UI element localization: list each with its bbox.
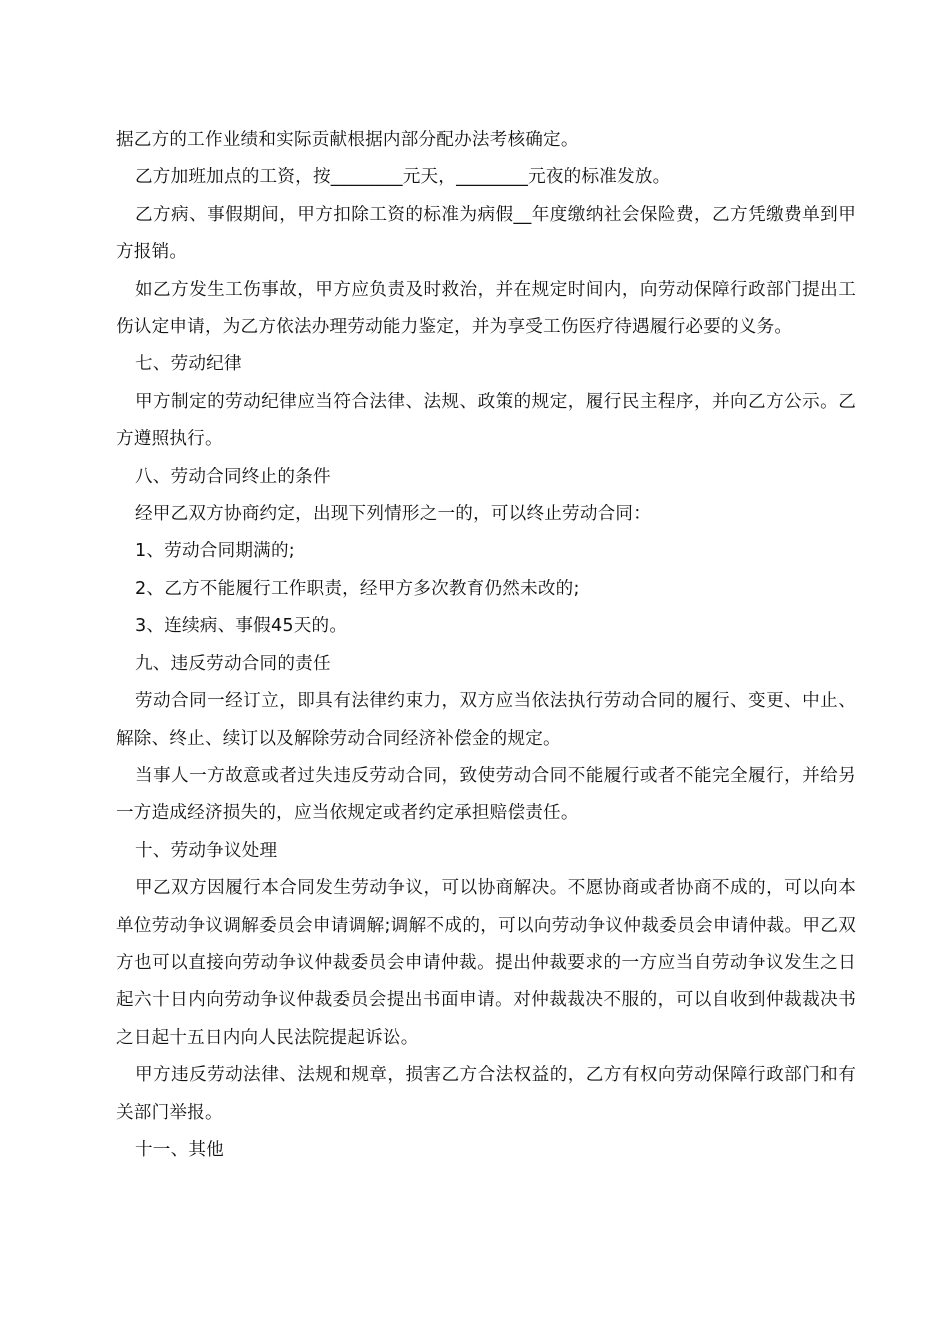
paragraph-compensation: 当事人一方故意或者过失违反劳动合同，致使劳动合同不能履行或者不能完全履行，并给另一方造成经济损失的，应当依规定或者约定承担赔偿责任。: [116, 765, 856, 824]
paragraph-legal-binding: 劳动合同一经订立，即具有法律约束力，双方应当依法执行劳动合同的履行、变更、中止、解除、终止、续订以及解除劳动合同经济补偿金的规定。: [116, 691, 856, 749]
section-heading-termination-conditions: 八、劳动合同终止的条件: [135, 466, 331, 487]
section-heading-labor-discipline: 七、劳动纪律: [135, 354, 242, 375]
paragraph-report-rights: 甲方违反劳动法律、法规和规章，损害乙方合法权益的，乙方有权向劳动保障行政部门和有关部门举报。: [116, 1065, 856, 1123]
list-item-duty-failure: 2、乙方不能履行工作职责，经甲方多次教育仍然未改的;: [135, 578, 580, 599]
paragraph-termination-intro: 经甲乙双方协商约定，出现下列情形之一的，可以终止劳动合同：: [135, 504, 652, 525]
list-item-contract-expired: 1、劳动合同期满的;: [135, 541, 295, 562]
document-body: [116, 122, 856, 1169]
paragraph-work-injury: 如乙方发生工伤事故，甲方应负责及时救治，并在规定时间内，向劳动保障行政部门提出工伤认定申请，为乙方依法办理劳动能力鉴定，并为享受工伤医疗待遇履行必要的义务。: [116, 279, 856, 338]
paragraph-overtime-pay: 乙方加班加点的工资，按________元天，________元夜的标准发放。: [135, 167, 671, 188]
paragraph-dispute-procedure: 甲乙双方因履行本合同发生劳动争议，可以协商解决。不愿协商或者协商不成的，可以向本单位劳动争议调解委员会申请调解;调解不成的，可以向劳动争议仲裁委员会申请仲裁。甲乙双方也可以直接向劳动争议仲裁委员会申请仲裁。提出仲裁要求的一方应当自劳动争议发生之日起六十日内向劳动争议仲裁委员会提出书面申请。对仲裁裁决不服的，可以自收到仲裁裁决书之日起十五日内向人民法院提起诉讼。: [116, 878, 856, 1048]
paragraph-labor-discipline: 甲方制定的劳动纪律应当符合法律、法规、政策的规定，履行民主程序，并向乙方公示。乙方遵照执行。: [116, 391, 856, 450]
section-heading-breach-liability: 九、违反劳动合同的责任: [135, 653, 331, 674]
paragraph-performance-continuation: 据乙方的工作业绩和实际贡献根据内部分配办法考核确定。: [116, 130, 579, 150]
section-heading-dispute-handling: 十、劳动争议处理: [135, 840, 278, 861]
section-heading-other: 十一、其他: [135, 1139, 224, 1160]
list-item-continuous-leave: 3、连续病、事假45天的。: [135, 616, 348, 637]
paragraph-sick-leave: 乙方病、事假期间，甲方扣除工资的标准为病假__年度缴纳社会保险费，乙方凭缴费单到甲方报销。: [116, 204, 856, 263]
